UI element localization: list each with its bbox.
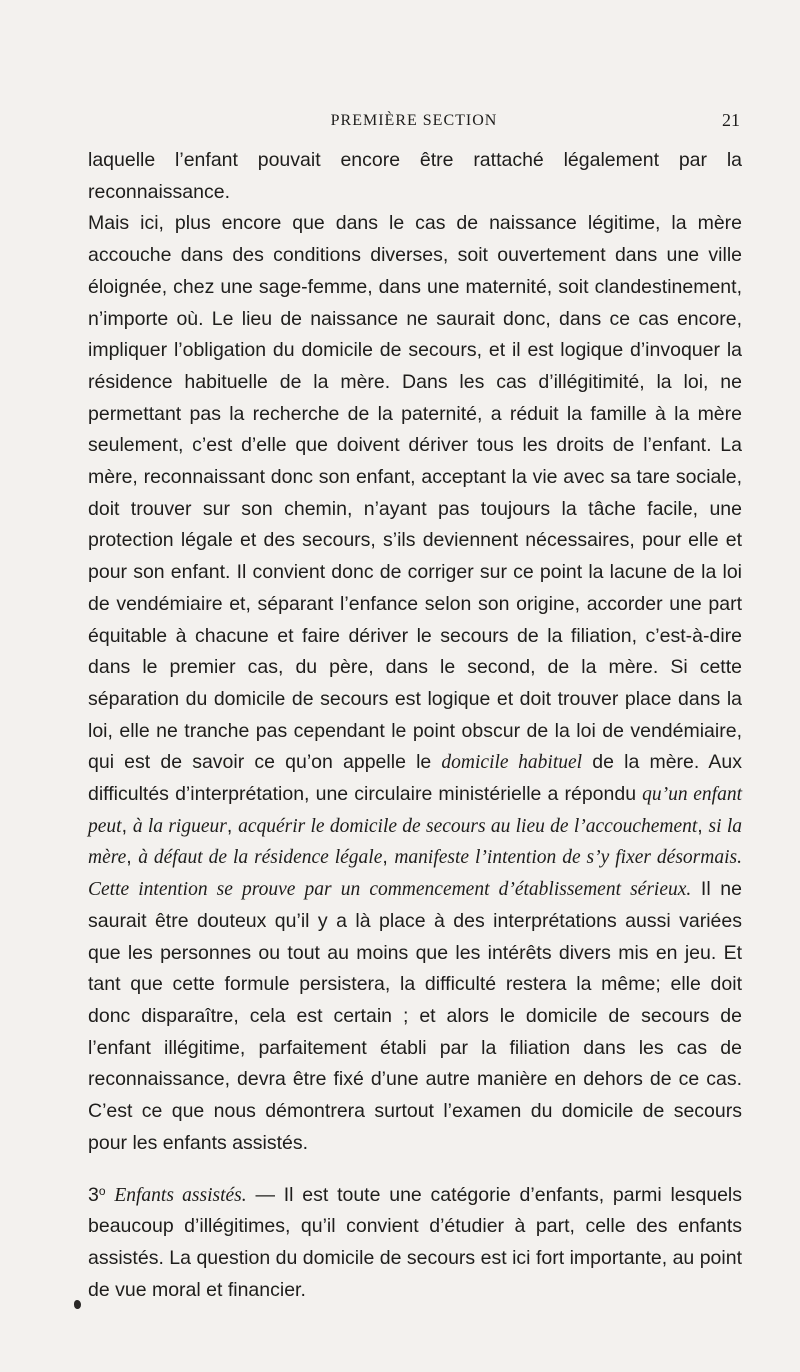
paragraph-text: Mais ici, plus encore que dans le cas de naissance légitime, la mère accouche dans des conditions diverses, soit ouvertement dans une ville éloignée, chez une sage-femme, dans une maternité, soit clandestinement, n’importe où. Le lieu de naissance ne saurait donc, dans ce cas encore, impliquer l’obligation du domicile de secours, et il est logique d’invoquer la résidence habituelle de la mère. Dans les cas d’illégitimité, la loi, ne permettant pas la recherche de la paternité, a réduit la famille à la mère seulement, c’est d’elle que doivent dériver tous les droits de l’enfant. La mère, reconnaissant donc son enfant, acceptant la vie avec sa tare sociale, doit trouver sur son chemin, n’ayant pas toujours la tâche facile, une protection légale et des secours, s’ils deviennent nécessaires, pour elle et pour son enfant. Il convient donc de corriger sur ce point la lacune de la loi de vendémiaire et, séparant l’enfance selon son origine, accorder une part équitable à chacune et faire dériver le secours de la filiation, c’est-à-dire dans le premier cas, du père, dans le second, de la mère. Si cette séparation du domicile de secours est logique et doit trouver place dans la loi, elle ne tranche pas cependant le point obscur de la loi de vendémiaire, qui est de savoir ce qu’on appelle le — [88, 212, 742, 774]
paragraph-text: , — [226, 814, 239, 837]
paragraph-text: , — [697, 814, 709, 837]
body-text — [88, 145, 742, 1306]
paragraph-text: — Il est toute une catégorie d’enfants, parmi lesquels beaucoup d’illégitimes, qu’il convient d’étudier à part, celle des enfants assistés. La question du domicile de secours est ici fort importante, au point de vue moral et financier. — [88, 1183, 743, 1301]
italic-phrase: à la rigueur — [132, 815, 227, 837]
paragraph-text: , — [382, 846, 395, 869]
paragraph-enfants-assistes — [88, 1176, 742, 1307]
page-number: 21 — [722, 110, 740, 130]
paragraph-text: de la mère. Aux difficultés d’interprétation, une circulaire ministérielle a répondu — [88, 751, 742, 806]
paragraph-text: , — [121, 814, 133, 837]
paragraph-continuation: laquelle l’enfant pouvait encore être rattaché légalement par la reconnaissance. — [88, 149, 742, 203]
italic-phrase: acquérir le domicile de secours au lieu de l’accouchement — [238, 815, 698, 837]
section-title: PREMIÈRE SECTION — [330, 112, 498, 129]
section-number: 3 — [88, 1183, 99, 1206]
paragraph-text: , — [126, 846, 139, 869]
italic-phrase: qu’un enfant peut — [88, 784, 742, 837]
italic-phrase: à défaut de la résidence légale — [138, 847, 383, 869]
italic-phrase: domicile habituel — [441, 752, 583, 774]
paragraph-domicile-illegitimate — [88, 208, 742, 1159]
ordinal-superscript: o — [98, 1183, 106, 1198]
ink-speck — [74, 1300, 81, 1309]
subsection-heading: Enfants assistés. — [114, 1184, 247, 1206]
italic-phrase: si la mère — [88, 815, 743, 869]
running-header — [88, 110, 740, 134]
paragraph-text: Il ne saurait être douteux qu’il y a là place à des interprétations aussi variées que les personnes ou tout au moins que les intérêts divers mis en jeu. Et tant que cette formule persistera, la difficulté restera la même; elle doit donc disparaître, cela est certain ; et alors le domicile de secours de l’enfant illégitime, parfaitement établi par la filiation dans les cas de reconnaissance, devra être fixé d’une autre manière en dehors de ce cas. C’est ce que nous démontrera surtout l’examen du domicile de secours pour les enfants assistés. — [88, 878, 743, 1154]
italic-phrase: manifeste l’intention de s’y fixer désormais. Cette intention se prouve par un commencement d’établissement sérieux. — [88, 847, 742, 901]
